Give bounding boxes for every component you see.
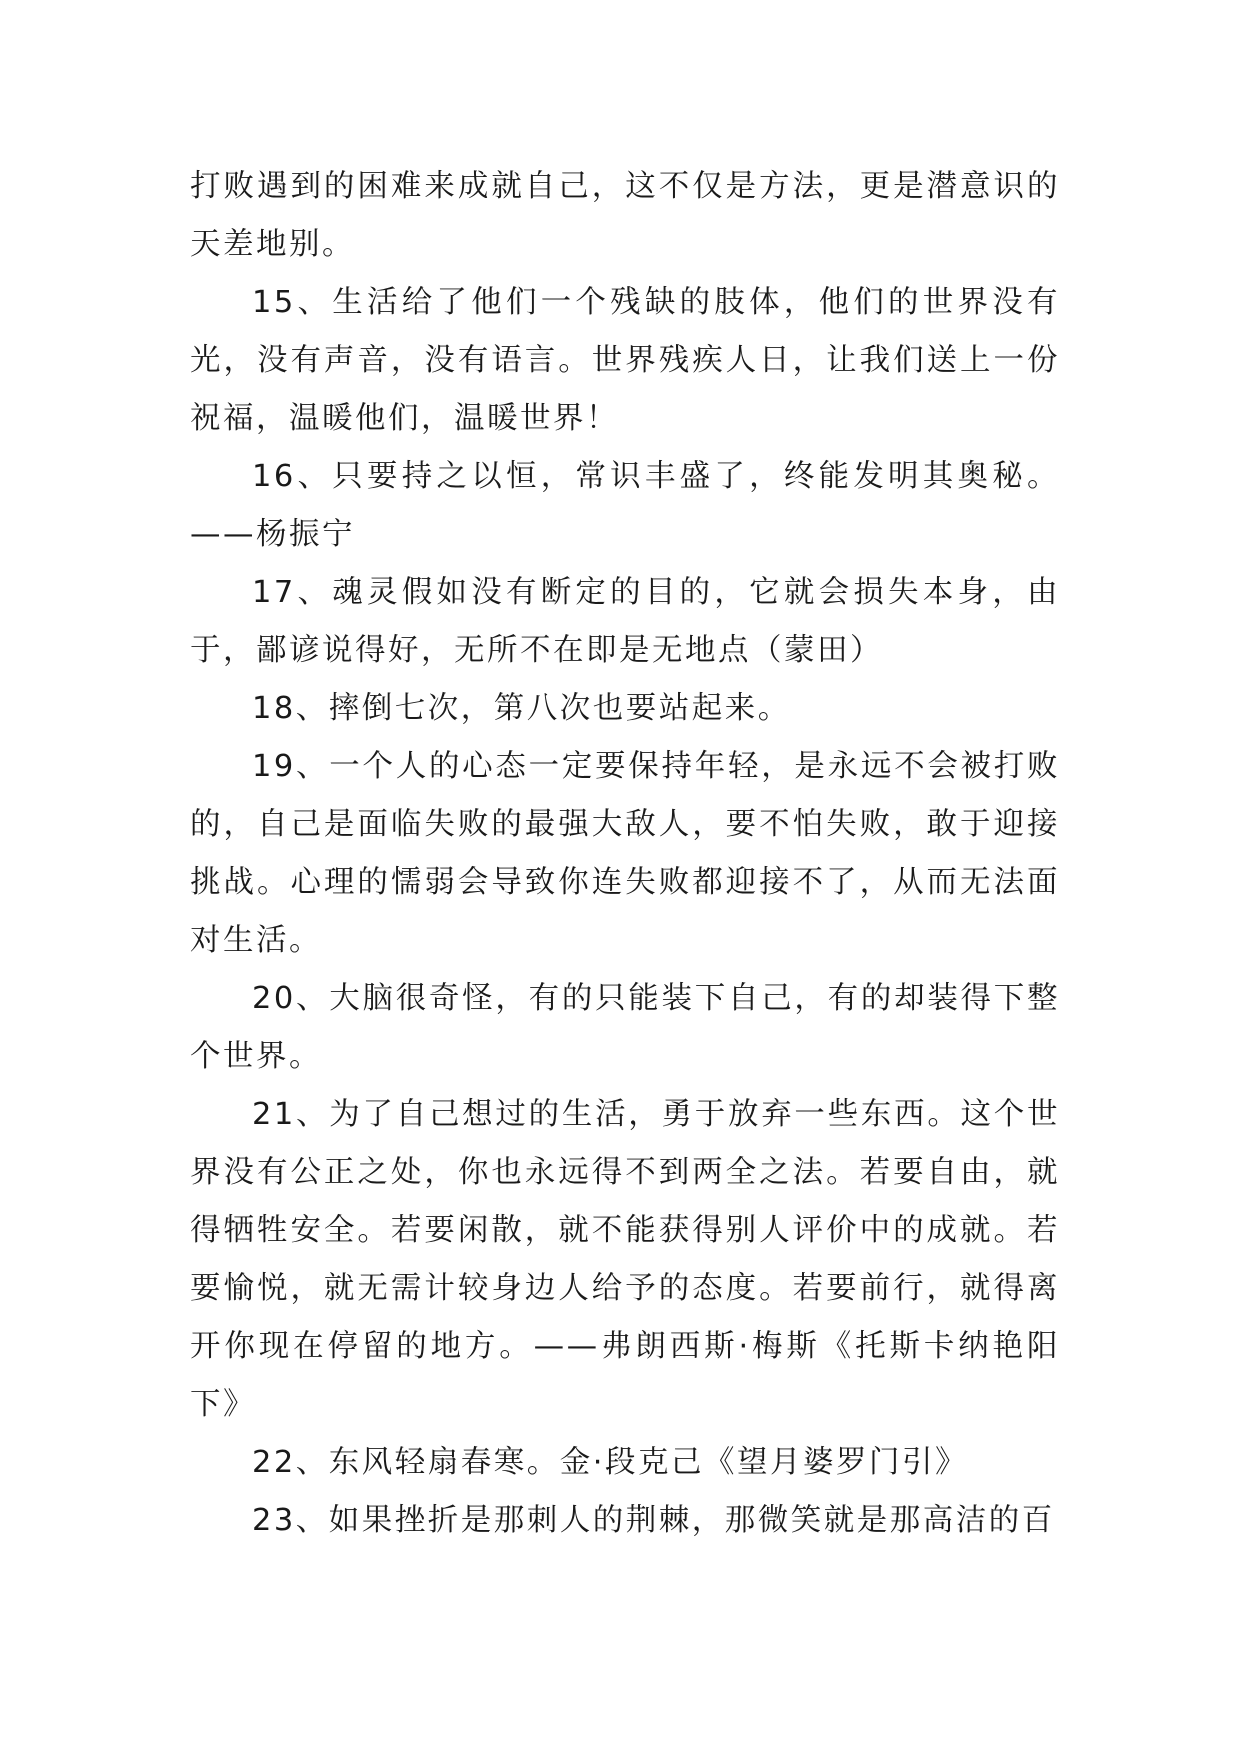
paragraph-item-20: 20、大脑很奇怪，有的只能装下自己，有的却装得下整个世界。 <box>190 981 1060 1074</box>
body-text <box>190 158 1060 1550</box>
paragraph-item-19: 19、一个人的心态一定要保持年轻，是永远不会被打败的，自己是面临失败的最强大敌人，要不怕失败，敢于迎接挑战。心理的懦弱会导致你连失败都迎接不了，从而无法面对生活。 <box>190 749 1060 958</box>
paragraph-item-22: 22、东风轻扇春寒。金·段克己《望月婆罗门引》 <box>252 1445 969 1480</box>
paragraph-item-18: 18、摔倒七次，第八次也要站起来。 <box>252 691 791 726</box>
paragraph-item-21: 21、为了自己想过的生活，勇于放弃一些东西。这个世界没有公正之处，你也永远得不到两全之法。若要自由，就得牺牲安全。若要闲散，就不能获得别人评价中的成就。若要愉悦，就无需计较身边人给予的态度。若要前行，就得离开你现在停留的地方。——弗朗西斯·梅斯《托斯卡纳艳阳下》 <box>190 1097 1060 1422</box>
paragraph-item-15: 15、生活给了他们一个残缺的肢体，他们的世界没有光，没有声音，没有语言。世界残疾人日，让我们送上一份祝福，温暖他们，温暖世界！ <box>190 285 1060 436</box>
paragraph-item-23: 23、如果挫折是那刺人的荆棘，那微笑就是那高洁的百 <box>252 1503 1055 1538</box>
paragraph-item-16: 16、只要持之以恒，常识丰盛了，终能发明其奥秘。——杨振宁 <box>190 459 1060 552</box>
paragraph-item-17: 17、魂灵假如没有断定的目的，它就会损失本身，由于，鄙谚说得好，无所不在即是无地点（蒙田） <box>190 575 1060 668</box>
paragraph-continuation: 打败遇到的困难来成就自己，这不仅是方法，更是潜意识的天差地别。 <box>190 169 1060 262</box>
